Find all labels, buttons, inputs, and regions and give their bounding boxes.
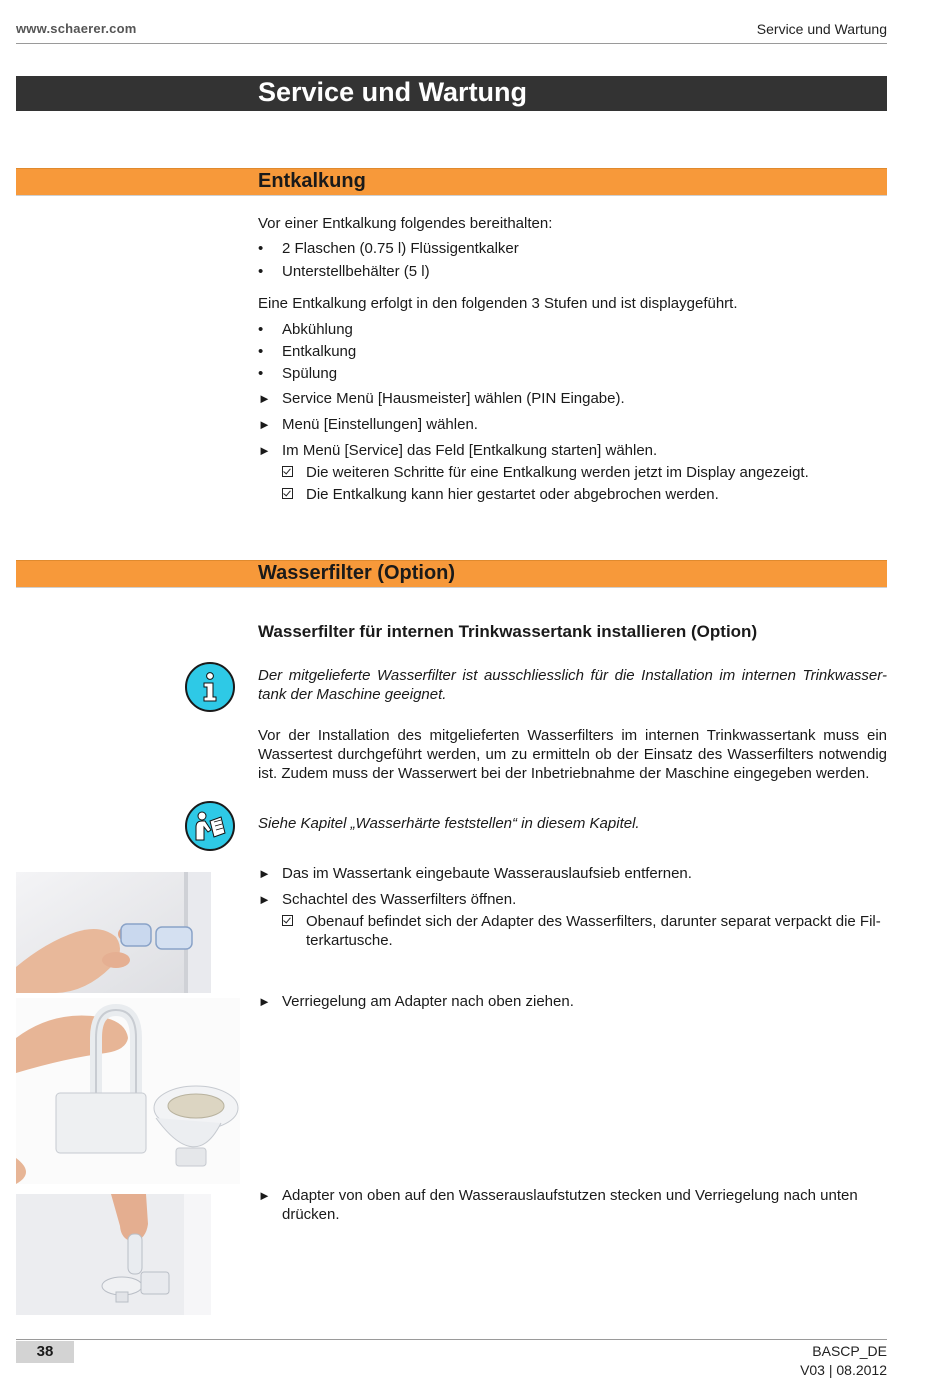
arrow-icon: ► xyxy=(258,391,271,406)
document-version: V03 | 08.2012 xyxy=(800,1362,887,1378)
page-number-box xyxy=(16,1341,74,1363)
stages-intro: Eine Entkalkung erfolgt in den folgenden 3 Stufen und ist displaygeführt. xyxy=(258,295,738,312)
section-heading: Entkalkung xyxy=(258,170,366,192)
checkbox-icon xyxy=(282,915,293,926)
section-divider xyxy=(16,195,887,196)
header-divider xyxy=(16,43,887,44)
subsection-heading: Wasserfilter für internen Trinkwassertank installieren (Option) xyxy=(258,622,758,641)
arrow-icon: ► xyxy=(258,443,271,458)
read-manual-icon xyxy=(185,801,235,851)
site-url: www.schaerer.com xyxy=(16,21,137,36)
arrow-icon: ► xyxy=(258,1188,271,1203)
photo-remove-sieve xyxy=(16,872,211,993)
info-icon xyxy=(185,662,235,712)
checkbox-icon xyxy=(282,466,293,477)
photo-pull-lock xyxy=(16,998,240,1184)
info-note: Der mitgelieferte Wasserfilter ist ausschliesslich für die Installation im internen Trinkwasser-tank der Maschine geeignet. xyxy=(258,667,887,703)
footer-divider xyxy=(16,1339,887,1340)
arrow-icon: ► xyxy=(258,417,271,432)
photo-insert-adapter xyxy=(16,1194,211,1315)
running-header: Service und Wartung xyxy=(756,21,887,37)
arrow-icon: ► xyxy=(258,892,271,907)
checkbox-icon xyxy=(282,488,293,499)
page-number: 38 xyxy=(36,1343,54,1360)
section-heading: Wasserfilter (Option) xyxy=(258,562,456,584)
document-code: BASCP_DE xyxy=(812,1343,887,1359)
chapter-reference: Siehe Kapitel „Wasserhärte feststellen“ in diesem Kapitel. xyxy=(258,815,640,832)
chapter-title-bar xyxy=(16,76,887,111)
section-bar-entkalkung xyxy=(16,168,887,195)
chapter-title: Service und Wartung xyxy=(258,77,528,107)
body-paragraph: Vor der Installation des mitgelieferten Wasserfilters im internen Trinkwassertank muss ein Wassertest durchgeführt werden, um zu ermitteln ob der Einsatz des Wasserfilters notwendig ist. Zudem muss der Wasserwert bei der Inbetriebnahme der Maschine eingegeben werden. xyxy=(258,727,887,782)
arrow-icon: ► xyxy=(258,994,271,1009)
section-divider xyxy=(16,587,887,588)
section-bar-wasserfilter xyxy=(16,560,887,587)
arrow-icon: ► xyxy=(258,866,271,881)
intro-text: Vor einer Entkalkung folgendes bereithalten: xyxy=(258,215,553,232)
